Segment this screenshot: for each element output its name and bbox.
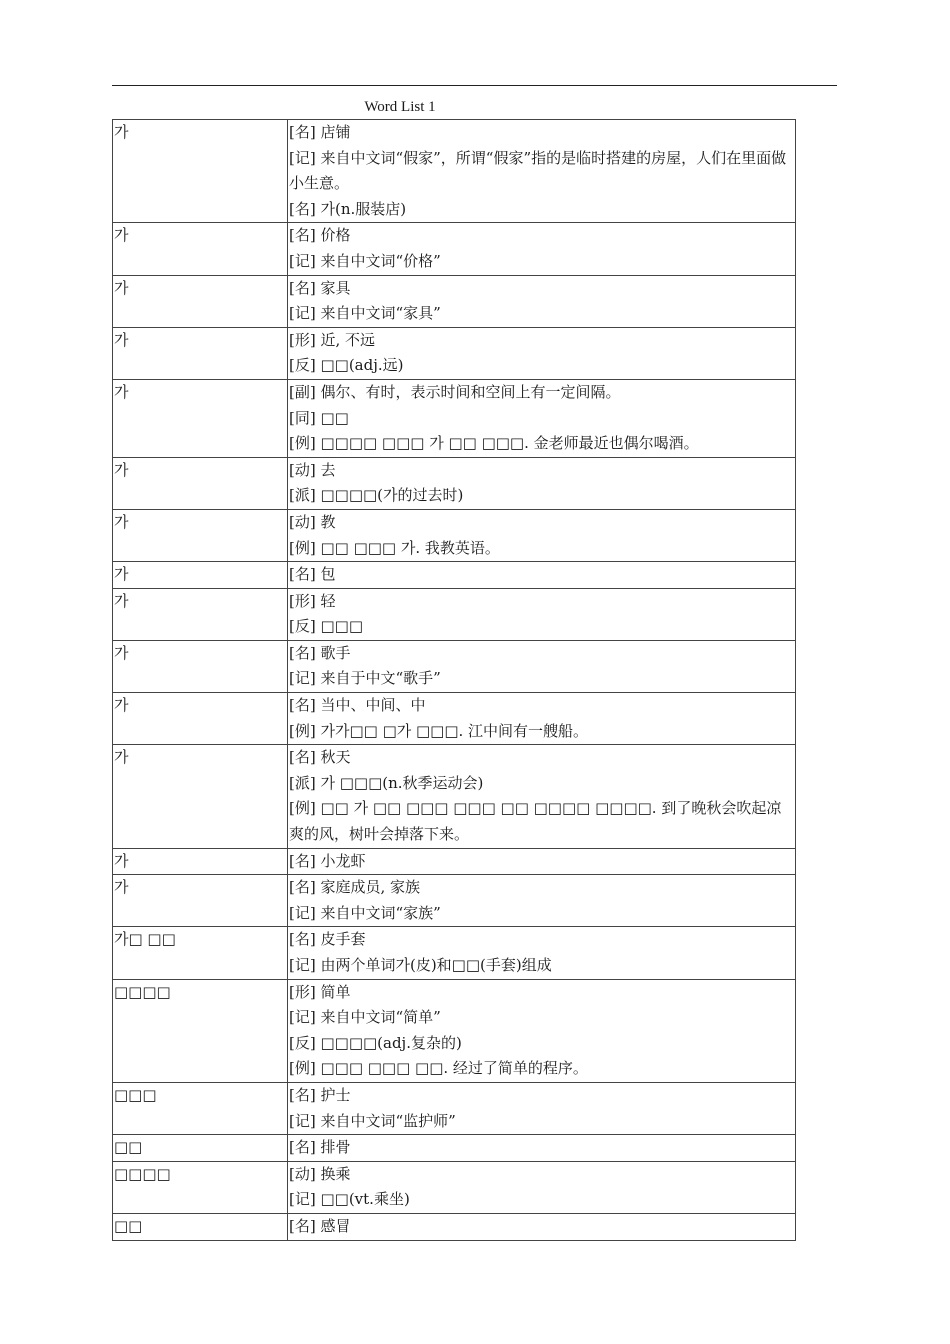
headword-cell [113, 379, 288, 457]
definition-line: [名] 家具 [289, 278, 351, 297]
definition-line: [同] □□ [289, 408, 349, 427]
headword: □□ [114, 1138, 143, 1157]
headword-cell [113, 120, 288, 223]
definition-line: [名] 包 [289, 565, 336, 584]
table-row [113, 275, 796, 327]
definition-cell [288, 588, 796, 640]
headword: 가 [114, 512, 129, 531]
definition-line: [例] □□ 가 □□ □□□ □□□ □□ □□□□ □□□□. 到了晚秋会吹起凉爽的风，树叶会掉落下来。 [289, 799, 782, 844]
definition-line: [副] 偶尔、有时，表示时间和空间上有一定间隔。 [289, 382, 621, 401]
table-row [113, 379, 796, 457]
definition-cell [288, 275, 796, 327]
headword: 가 [114, 748, 129, 767]
headword: □□□ [114, 1085, 157, 1104]
definition-line: [名] 价格 [289, 226, 351, 245]
headword: 가 [114, 851, 129, 870]
definition-line: [记] 由两个单词가(皮)和□□(手套)组成 [289, 956, 552, 974]
definition-line: [名] 小龙虾 [289, 851, 366, 870]
headword-cell [113, 848, 288, 875]
definition-line: [形] 轻 [289, 591, 336, 610]
table-row [113, 1161, 796, 1213]
definition-cell [288, 562, 796, 589]
table-row [113, 457, 796, 509]
headword-cell [113, 875, 288, 927]
definition-cell [288, 693, 796, 745]
table-row [113, 640, 796, 692]
table-row [113, 223, 796, 275]
definition-line: [反] □□(adj.远) [289, 356, 404, 375]
definition-line: [名] 皮手套 [289, 930, 366, 949]
definition-line: [记] 来自中文词“假家”，所谓“假家”指的是临时搭建的房屋，人们在里面做小生意。 [289, 148, 787, 193]
headword: 가 [114, 382, 129, 401]
definition-cell [288, 875, 796, 927]
definition-line: [例] □□□ □□□ □□. 经过了简单的程序。 [289, 1059, 588, 1078]
headword: 가 [114, 696, 129, 715]
table-row [113, 588, 796, 640]
headword-cell [113, 223, 288, 275]
headword-cell [113, 562, 288, 589]
definition-line: [例] □□□□ □□□ 가 □□ □□□. 金老师最近也偶尔喝酒。 [289, 434, 699, 453]
definition-line: [记] □□(vt.乘坐) [289, 1190, 410, 1209]
definition-line: [记] 来自中文词“监护师” [289, 1111, 456, 1130]
headword-cell [113, 275, 288, 327]
definition-line: [名] 歌手 [289, 643, 351, 662]
definition-line: [名] 当中、中间、中 [289, 696, 426, 715]
definition-line: [记] 来自于中文“歌手” [289, 669, 441, 688]
word-list-table [112, 119, 796, 1241]
headword-cell [113, 509, 288, 561]
table-row [113, 979, 796, 1082]
headword: 가 [114, 460, 129, 479]
table-row [113, 1082, 796, 1134]
definition-line: [名] 排骨 [289, 1138, 351, 1157]
page-title: Word List 1 [364, 99, 436, 115]
definition-line: [反] □□□ [289, 617, 363, 636]
headword-cell [113, 1135, 288, 1162]
definition-line: [动] 去 [289, 460, 336, 479]
headword: 가 [114, 643, 129, 662]
headword-cell [113, 927, 288, 979]
definition-line: [名] 店铺 [289, 123, 351, 141]
definition-line: [记] 来自中文词“家族” [289, 903, 441, 922]
table-row [113, 1135, 796, 1162]
definition-cell [288, 327, 796, 379]
definition-cell [288, 927, 796, 979]
definition-line: [名] 秋天 [289, 748, 351, 767]
definition-cell [288, 379, 796, 457]
table-row [113, 848, 796, 875]
table-row [113, 327, 796, 379]
definition-line: [记] 来自中文词“简单” [289, 1008, 441, 1027]
headword: 가 [114, 591, 129, 610]
table-row [113, 875, 796, 927]
headword: □□□□ [114, 982, 171, 1001]
definition-line: [名] 感冒 [289, 1216, 351, 1235]
definition-line: [记] 来自中文词“家具” [289, 304, 441, 323]
table-row [113, 509, 796, 561]
definition-cell [288, 1135, 796, 1162]
table-row [113, 120, 796, 223]
definition-cell [288, 1082, 796, 1134]
table-row [113, 1213, 796, 1240]
headword: 가 [114, 278, 129, 297]
headword: □□□□ [114, 1164, 171, 1183]
headword-cell [113, 588, 288, 640]
definition-cell [288, 979, 796, 1082]
headword: 가□ □□ [114, 930, 176, 949]
definition-cell [288, 457, 796, 509]
headword-cell [113, 327, 288, 379]
headword-cell [113, 457, 288, 509]
headword: 가 [114, 123, 129, 141]
definition-line: [派] □□□□(가的过去时) [289, 486, 464, 505]
table-row [113, 693, 796, 745]
headword: 가 [114, 226, 129, 245]
definition-cell [288, 223, 796, 275]
definition-line: [形] 近, 不远 [289, 330, 376, 349]
headword-cell [113, 1213, 288, 1240]
header-rule [112, 85, 837, 86]
definition-line: [名] 가(n.服装店) [289, 199, 407, 218]
definition-line: [名] 家庭成员, 家族 [289, 878, 421, 897]
definition-cell [288, 1161, 796, 1213]
headword-cell [113, 979, 288, 1082]
definition-line: [反] □□□□(adj.复杂的) [289, 1033, 462, 1052]
definition-cell [288, 848, 796, 875]
headword: 가 [114, 878, 129, 897]
definition-cell [288, 509, 796, 561]
headword-cell [113, 1082, 288, 1134]
table-row [113, 745, 796, 848]
definition-line: [动] 教 [289, 512, 336, 531]
definition-cell [288, 745, 796, 848]
definition-cell [288, 1213, 796, 1240]
definition-cell [288, 120, 796, 223]
definition-line: [例] □□ □□□ 가. 我教英语。 [289, 538, 500, 557]
definition-line: [记] 来自中文词“价格” [289, 251, 441, 270]
definition-line: [派] 가 □□□(n.秋季运动会) [289, 773, 484, 792]
headword-cell [113, 693, 288, 745]
definition-line: [动] 换乘 [289, 1164, 351, 1183]
table-row [113, 562, 796, 589]
headword: □□ [114, 1216, 143, 1235]
definition-line: [例] 가가□□ □가 □□□. 江中间有一艘船。 [289, 721, 589, 740]
headword-cell [113, 745, 288, 848]
headword-cell [113, 1161, 288, 1213]
headword-cell [113, 640, 288, 692]
definition-line: [名] 护士 [289, 1085, 351, 1104]
headword: 가 [114, 565, 129, 584]
headword: 가 [114, 330, 129, 349]
table-row [113, 927, 796, 979]
definition-cell [288, 640, 796, 692]
definition-line: [形] 简单 [289, 982, 351, 1001]
